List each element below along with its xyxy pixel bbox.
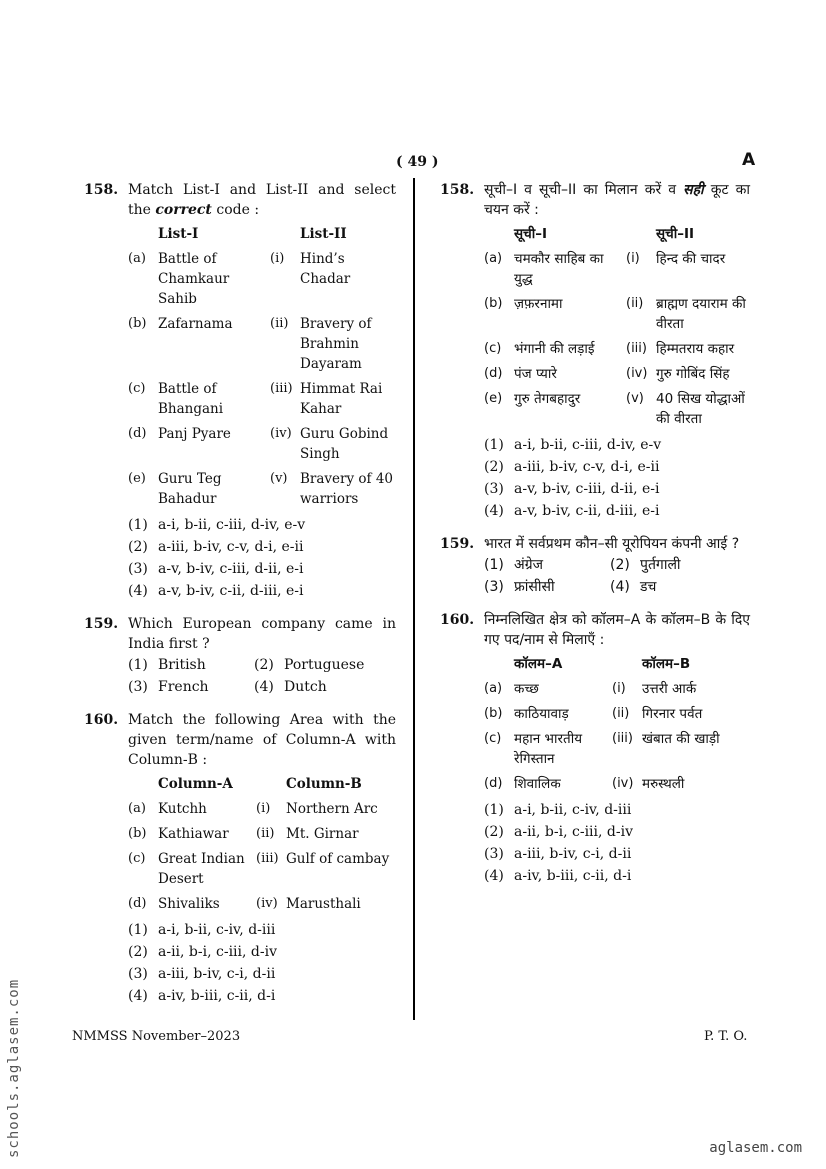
option-number: (4) (254, 679, 274, 695)
row-label-left: (b) (128, 316, 147, 331)
column-b-item: ब्राह्मण दयाराम की वीरता (656, 296, 746, 332)
column-a-item: Panj Pyare (158, 426, 231, 442)
question-159-hi (440, 534, 750, 598)
row-label-left: (a) (128, 251, 146, 266)
column-a-header: सूची–I (514, 226, 547, 242)
option-text: a-iii, b-iv, c-i, d-ii (514, 846, 632, 862)
question-number: 158. (440, 182, 475, 198)
option-number: (1) (484, 802, 504, 818)
column-a-item: भंगानी की लड़ाई (514, 341, 595, 357)
column-b-item: Guru Gobind Singh (300, 426, 389, 462)
column-b-header: List-II (300, 226, 347, 242)
row-label-right: (iv) (626, 366, 648, 381)
question-text: Which European company came in India first ? (128, 616, 396, 652)
match-table (128, 224, 396, 514)
answer-option (484, 865, 750, 887)
question-text: Match the following Area with the given term/name of Column-A with Column-B : (128, 712, 396, 768)
option-number: (2) (128, 539, 148, 555)
row-label-left: (d) (484, 366, 503, 381)
spacer (484, 654, 514, 679)
option-number: (2) (128, 944, 148, 960)
row-label-right: (iv) (256, 896, 278, 911)
question-text: निम्नलिखित क्षेत्र को कॉलम–A के कॉलम–B के दिए गए पद/नाम से मिलाएँ : (484, 612, 750, 648)
footer-pto: P. T. O. (704, 1029, 748, 1044)
column-a-item: काठियावाड़ (514, 706, 569, 722)
column-a-item: Battle of Bhangani (158, 381, 224, 417)
column-a-item: Shivaliks (158, 896, 220, 912)
row-label-right: (iii) (270, 381, 293, 396)
spacer (270, 224, 300, 249)
question-number: 160. (84, 712, 119, 728)
column-b-item: हिन्द की चादर (656, 251, 726, 267)
column-b-item: Himmat Rai Kahar (300, 381, 383, 417)
column-a-header: Column-A (158, 776, 233, 792)
option-number: (1) (128, 517, 148, 533)
column-b-item: गिरनार पर्वत (642, 706, 703, 722)
column-a-item: Kutchh (158, 801, 207, 817)
column-b-item: 40 सिख योद्धाओं की वीरता (656, 391, 745, 427)
column-b-item: Northern Arc (286, 801, 378, 817)
page-number: ( 49 ) (396, 154, 439, 170)
row-label-left: (b) (484, 296, 503, 311)
option-text: a-iii, b-iv, c-v, d-i, e-ii (514, 459, 660, 475)
row-label-right: (ii) (612, 706, 630, 721)
option-number: (2) (610, 557, 630, 573)
column-a-header: List-I (158, 226, 199, 242)
answer-option (484, 821, 750, 843)
column-b-item: Hind’s Chadar (300, 251, 351, 287)
row-label-right: (ii) (270, 316, 289, 331)
spacer (256, 774, 286, 799)
row-label-right: (i) (626, 251, 640, 266)
row-label-left: (c) (484, 341, 502, 356)
option-text: a-iii, b-iv, c-v, d-i, e-ii (158, 539, 304, 555)
column-a-item: Battle of Chamkaur Sahib (158, 251, 230, 307)
options (128, 919, 396, 1007)
option-number: (4) (484, 868, 504, 884)
row-label-left: (e) (128, 471, 146, 486)
spacer (484, 224, 514, 249)
spacer (128, 224, 158, 249)
column-b-item: हिम्मतराय कहार (656, 341, 735, 357)
match-table (484, 654, 750, 799)
option-number: (1) (484, 557, 504, 573)
left-column (84, 180, 396, 1019)
row-label-right: (i) (612, 681, 626, 696)
booklet-code: A (742, 150, 756, 170)
question-number: 159. (440, 536, 475, 552)
column-b-header: सूची–II (656, 226, 694, 242)
option-number: (3) (128, 679, 148, 695)
column-a-item: चमकौर साहिब का युद्ध (514, 251, 604, 287)
row-label-left: (c) (484, 731, 502, 746)
option-number: (3) (128, 966, 148, 982)
row-label-left: (d) (484, 776, 503, 791)
column-b-item: Marusthali (286, 896, 361, 912)
answer-option (484, 478, 750, 500)
option-text: a-v, b-iv, c-iii, d-ii, e-i (158, 561, 304, 577)
question-159-en (84, 614, 396, 698)
option-text: a-v, b-iv, c-iii, d-ii, e-i (514, 481, 660, 497)
answer-option (484, 799, 750, 821)
question-160-hi (440, 610, 750, 887)
row-label-left: (a) (484, 251, 503, 266)
row-label-right: (v) (626, 391, 644, 406)
column-divider (413, 178, 415, 1020)
option-text: a-v, b-iv, c-ii, d-iii, e-i (514, 503, 660, 519)
bottom-watermark: aglasem.com (709, 1140, 802, 1156)
answer-option (128, 558, 396, 580)
option-text: फ्रांसीसी (514, 579, 555, 595)
option-number: (1) (128, 657, 148, 673)
option-text: a-iv, b-iii, c-ii, d-i (514, 868, 632, 884)
column-b-item: Bravery of 40 warriors (300, 471, 394, 507)
row-label-right: (i) (270, 251, 285, 266)
option-number: (4) (128, 988, 148, 1004)
column-a-item: शिवालिक (514, 776, 561, 792)
column-a-item: महान भारतीय रेगिस्तान (514, 731, 583, 767)
option-text: Portuguese (284, 657, 365, 673)
question-158-hi (440, 180, 750, 522)
option-text: डच (640, 579, 657, 595)
column-b-item: Mt. Girnar (286, 826, 359, 842)
row-label-right: (iii) (612, 731, 633, 746)
row-label-right: (iii) (626, 341, 647, 356)
match-table (128, 774, 396, 919)
option-text: पुर्तगाली (640, 557, 681, 573)
column-a-item: Kathiawar (158, 826, 229, 842)
option-text: a-i, b-ii, c-iv, d-iii (158, 922, 276, 938)
answer-option (484, 434, 750, 456)
column-b-item: गुरु गोबिंद सिंह (656, 366, 730, 382)
option-number: (4) (610, 579, 630, 595)
option-text: a-iii, b-iv, c-i, d-ii (158, 966, 276, 982)
option-number: (2) (484, 459, 504, 475)
option-number: (3) (484, 579, 504, 595)
answer-option (128, 963, 396, 985)
option-number: (1) (484, 437, 504, 453)
question-160-en (84, 710, 396, 1007)
spacer (128, 774, 158, 799)
question-text: सूची–I व सूची–II का मिलान करें व सही कूट का चयन करें : (484, 182, 750, 218)
column-b-header: Column-B (286, 776, 362, 792)
row-label-right: (ii) (256, 826, 275, 841)
column-b-item: मरुस्थली (642, 776, 685, 792)
option-text: a-v, b-iv, c-ii, d-iii, e-i (158, 583, 304, 599)
answer-option (128, 514, 396, 536)
options (128, 514, 396, 602)
row-label-left: (c) (128, 381, 146, 396)
row-label-right: (iv) (270, 426, 292, 441)
answer-option (128, 580, 396, 602)
answer-option (128, 919, 396, 941)
question-158-en (84, 180, 396, 602)
option-number: (1) (128, 922, 148, 938)
row-label-right: (v) (270, 471, 288, 486)
option-text: Dutch (284, 679, 327, 695)
options (128, 654, 396, 698)
question-number: 158. (84, 182, 119, 198)
answer-option (484, 843, 750, 865)
row-label-left: (a) (484, 681, 503, 696)
question-text: Match List-I and List-II and select the correct code : (128, 182, 396, 218)
row-label-right: (iii) (256, 851, 279, 866)
option-text: British (158, 657, 206, 673)
option-number: (2) (254, 657, 274, 673)
column-a-item: पंज प्यारे (514, 366, 557, 382)
column-a-item: गुरु तेगबहादुर (514, 391, 581, 407)
match-table (484, 224, 750, 434)
side-watermark: schools.aglasem.com (6, 978, 22, 1158)
right-column (440, 180, 750, 899)
option-text: a-i, b-ii, c-iv, d-iii (514, 802, 632, 818)
row-label-left: (c) (128, 851, 146, 866)
question-number: 159. (84, 616, 119, 632)
option-text: a-ii, b-i, c-iii, d-iv (158, 944, 277, 960)
options (484, 434, 750, 522)
column-b-item: Gulf of cambay (286, 851, 390, 867)
option-text: a-i, b-ii, c-iii, d-iv, e-v (514, 437, 662, 453)
column-a-header: कॉलम–A (514, 656, 563, 672)
row-label-left: (e) (484, 391, 503, 406)
option-number: (4) (484, 503, 504, 519)
question-number: 160. (440, 612, 475, 628)
column-a-item: कच्छ (514, 681, 539, 697)
row-label-right: (i) (256, 801, 271, 816)
row-label-left: (b) (128, 826, 147, 841)
option-text: अंग्रेज (514, 557, 543, 573)
option-number: (2) (484, 824, 504, 840)
column-a-item: Guru Teg Bahadur (158, 471, 222, 507)
row-label-left: (d) (128, 426, 147, 441)
options (484, 799, 750, 887)
row-label-right: (ii) (626, 296, 644, 311)
options (484, 554, 750, 598)
option-text: a-iv, b-iii, c-ii, d-i (158, 988, 276, 1004)
option-text: a-i, b-ii, c-iii, d-iv, e-v (158, 517, 306, 533)
answer-option (484, 500, 750, 522)
row-label-right: (iv) (612, 776, 634, 791)
column-b-item: Bravery of Brahmin Dayaram (300, 316, 372, 372)
column-b-item: उत्तरी आर्क (642, 681, 697, 697)
row-label-left: (b) (484, 706, 503, 721)
answer-option (128, 536, 396, 558)
option-number: (3) (484, 481, 504, 497)
option-number: (4) (128, 583, 148, 599)
answer-option (484, 456, 750, 478)
option-text: French (158, 679, 209, 695)
column-a-item: Zafarnama (158, 316, 233, 332)
option-text: a-ii, b-i, c-iii, d-iv (514, 824, 633, 840)
question-text: भारत में सर्वप्रथम कौन–सी यूरोपियन कंपनी आई ? (484, 536, 740, 552)
spacer (626, 224, 656, 249)
column-b-header: कॉलम–B (642, 656, 691, 672)
column-b-item: खंबात की खाड़ी (642, 731, 720, 747)
option-number: (3) (128, 561, 148, 577)
answer-option (128, 985, 396, 1007)
spacer (612, 654, 642, 679)
row-label-left: (d) (128, 896, 147, 911)
answer-option (128, 941, 396, 963)
column-a-item: ज़फ़रनामा (514, 296, 563, 312)
row-label-left: (a) (128, 801, 146, 816)
option-number: (3) (484, 846, 504, 862)
footer-exam-name: NMMSS November–2023 (72, 1029, 241, 1044)
column-a-item: Great Indian Desert (158, 851, 245, 887)
